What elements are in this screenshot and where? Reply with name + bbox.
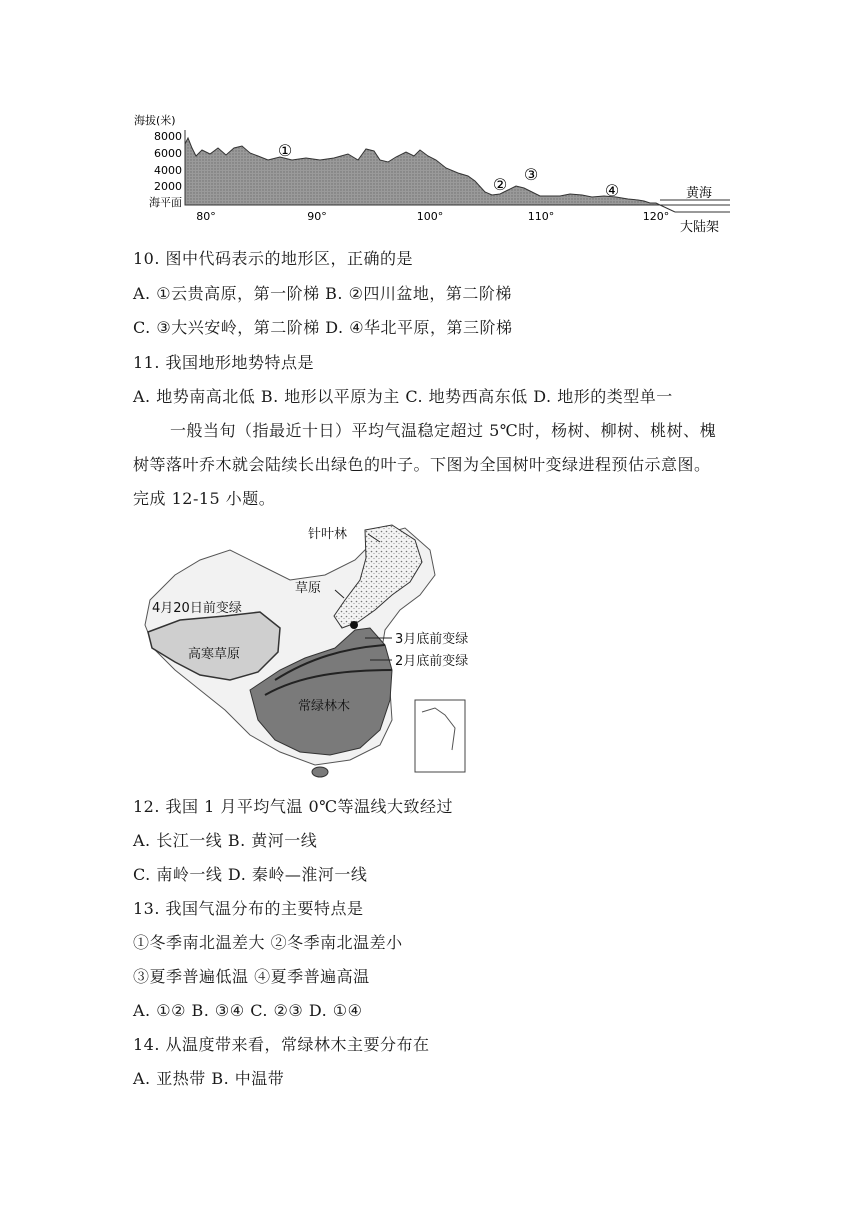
q14-stem: 14. 从温度带来看，常绿林木主要分布在 <box>133 1035 430 1054</box>
profile-xtick: 120° <box>642 210 670 223</box>
q12-options-ab: A. 长江一线 B. 黄河一线 <box>133 831 318 850</box>
terrain-silhouette <box>185 138 660 205</box>
q13-options: A. ①② B. ③④ C. ②③ D. ①④ <box>133 1001 363 1020</box>
label-conifer: 针叶林 <box>308 527 348 542</box>
q12-stem: 12. 我国 1 月平均气温 0℃等温线大致经过 <box>133 797 454 816</box>
beijing-dot <box>350 621 358 629</box>
profile-ytick: 8000 <box>154 130 182 143</box>
profile-xtick: 80° <box>196 210 216 223</box>
passage-line-2: 树等落叶乔木就会陆续长出绿色的叶子。下图为全国树叶变绿进程预估示意图。 <box>133 455 711 474</box>
profile-xtick: 90° <box>307 210 327 223</box>
q13-items-12: ①冬季南北温差大 ②冬季南北温差小 <box>133 933 403 952</box>
profile-ytick: 海平面 <box>149 196 182 209</box>
q10-stem: 10. 图中代码表示的地形区，正确的是 <box>133 249 414 268</box>
q10-options-cd: C. ③大兴安岭，第二阶梯 D. ④华北平原，第三阶梯 <box>133 318 513 337</box>
label-february: 2月底前变绿 <box>395 654 469 669</box>
q12-options-cd: C. 南岭一线 D. 秦岭—淮河一线 <box>133 865 368 884</box>
q13-items-34: ③夏季普遍低温 ④夏季普遍高温 <box>133 967 370 986</box>
passage-line-3: 完成 12-15 小题。 <box>133 489 276 508</box>
sea-label: 黄海 <box>686 186 713 201</box>
label-alpine: 高寒草原 <box>188 647 241 662</box>
greening-map-figure <box>130 520 490 780</box>
q11-options: A. 地势南高北低 B. 地形以平原为主 C. 地势西高东低 D. 地形的类型单一 <box>133 387 673 406</box>
profile-marker-4: ④ <box>604 181 620 200</box>
label-apr20: 4月20日前变绿 <box>152 601 242 616</box>
q13-stem: 13. 我国气温分布的主要特点是 <box>133 899 364 918</box>
terrain-profile-figure <box>130 108 750 238</box>
profile-xtick: 110° <box>527 210 555 223</box>
profile-marker-2: ② <box>492 175 508 194</box>
profile-ytick: 2000 <box>154 180 182 193</box>
profile-ytick: 6000 <box>154 147 182 160</box>
label-evergreen: 常绿林木 <box>298 699 351 714</box>
profile-marker-1: ① <box>277 141 293 160</box>
label-march: 3月底前变绿 <box>395 632 469 647</box>
profile-ylabel: 海拔(米) <box>134 114 176 127</box>
shelf-label: 大陆架 <box>680 220 720 235</box>
q14-options: A. 亚热带 B. 中温带 <box>133 1069 285 1088</box>
label-grass: 草原 <box>295 581 322 596</box>
profile-marker-3: ③ <box>523 165 539 184</box>
south-sea-inset <box>415 700 465 772</box>
profile-ytick: 4000 <box>154 164 182 177</box>
profile-xtick: 100° <box>416 210 444 223</box>
q10-options-ab: A. ①云贵高原，第一阶梯 B. ②四川盆地，第二阶梯 <box>133 284 512 303</box>
hainan-island <box>312 767 328 777</box>
passage-line-1: 一般当旬（指最近十日）平均气温稳定超过 5℃时，杨树、柳树、桃树、槐 <box>170 421 717 440</box>
q11-stem: 11. 我国地形地势特点是 <box>133 353 315 372</box>
